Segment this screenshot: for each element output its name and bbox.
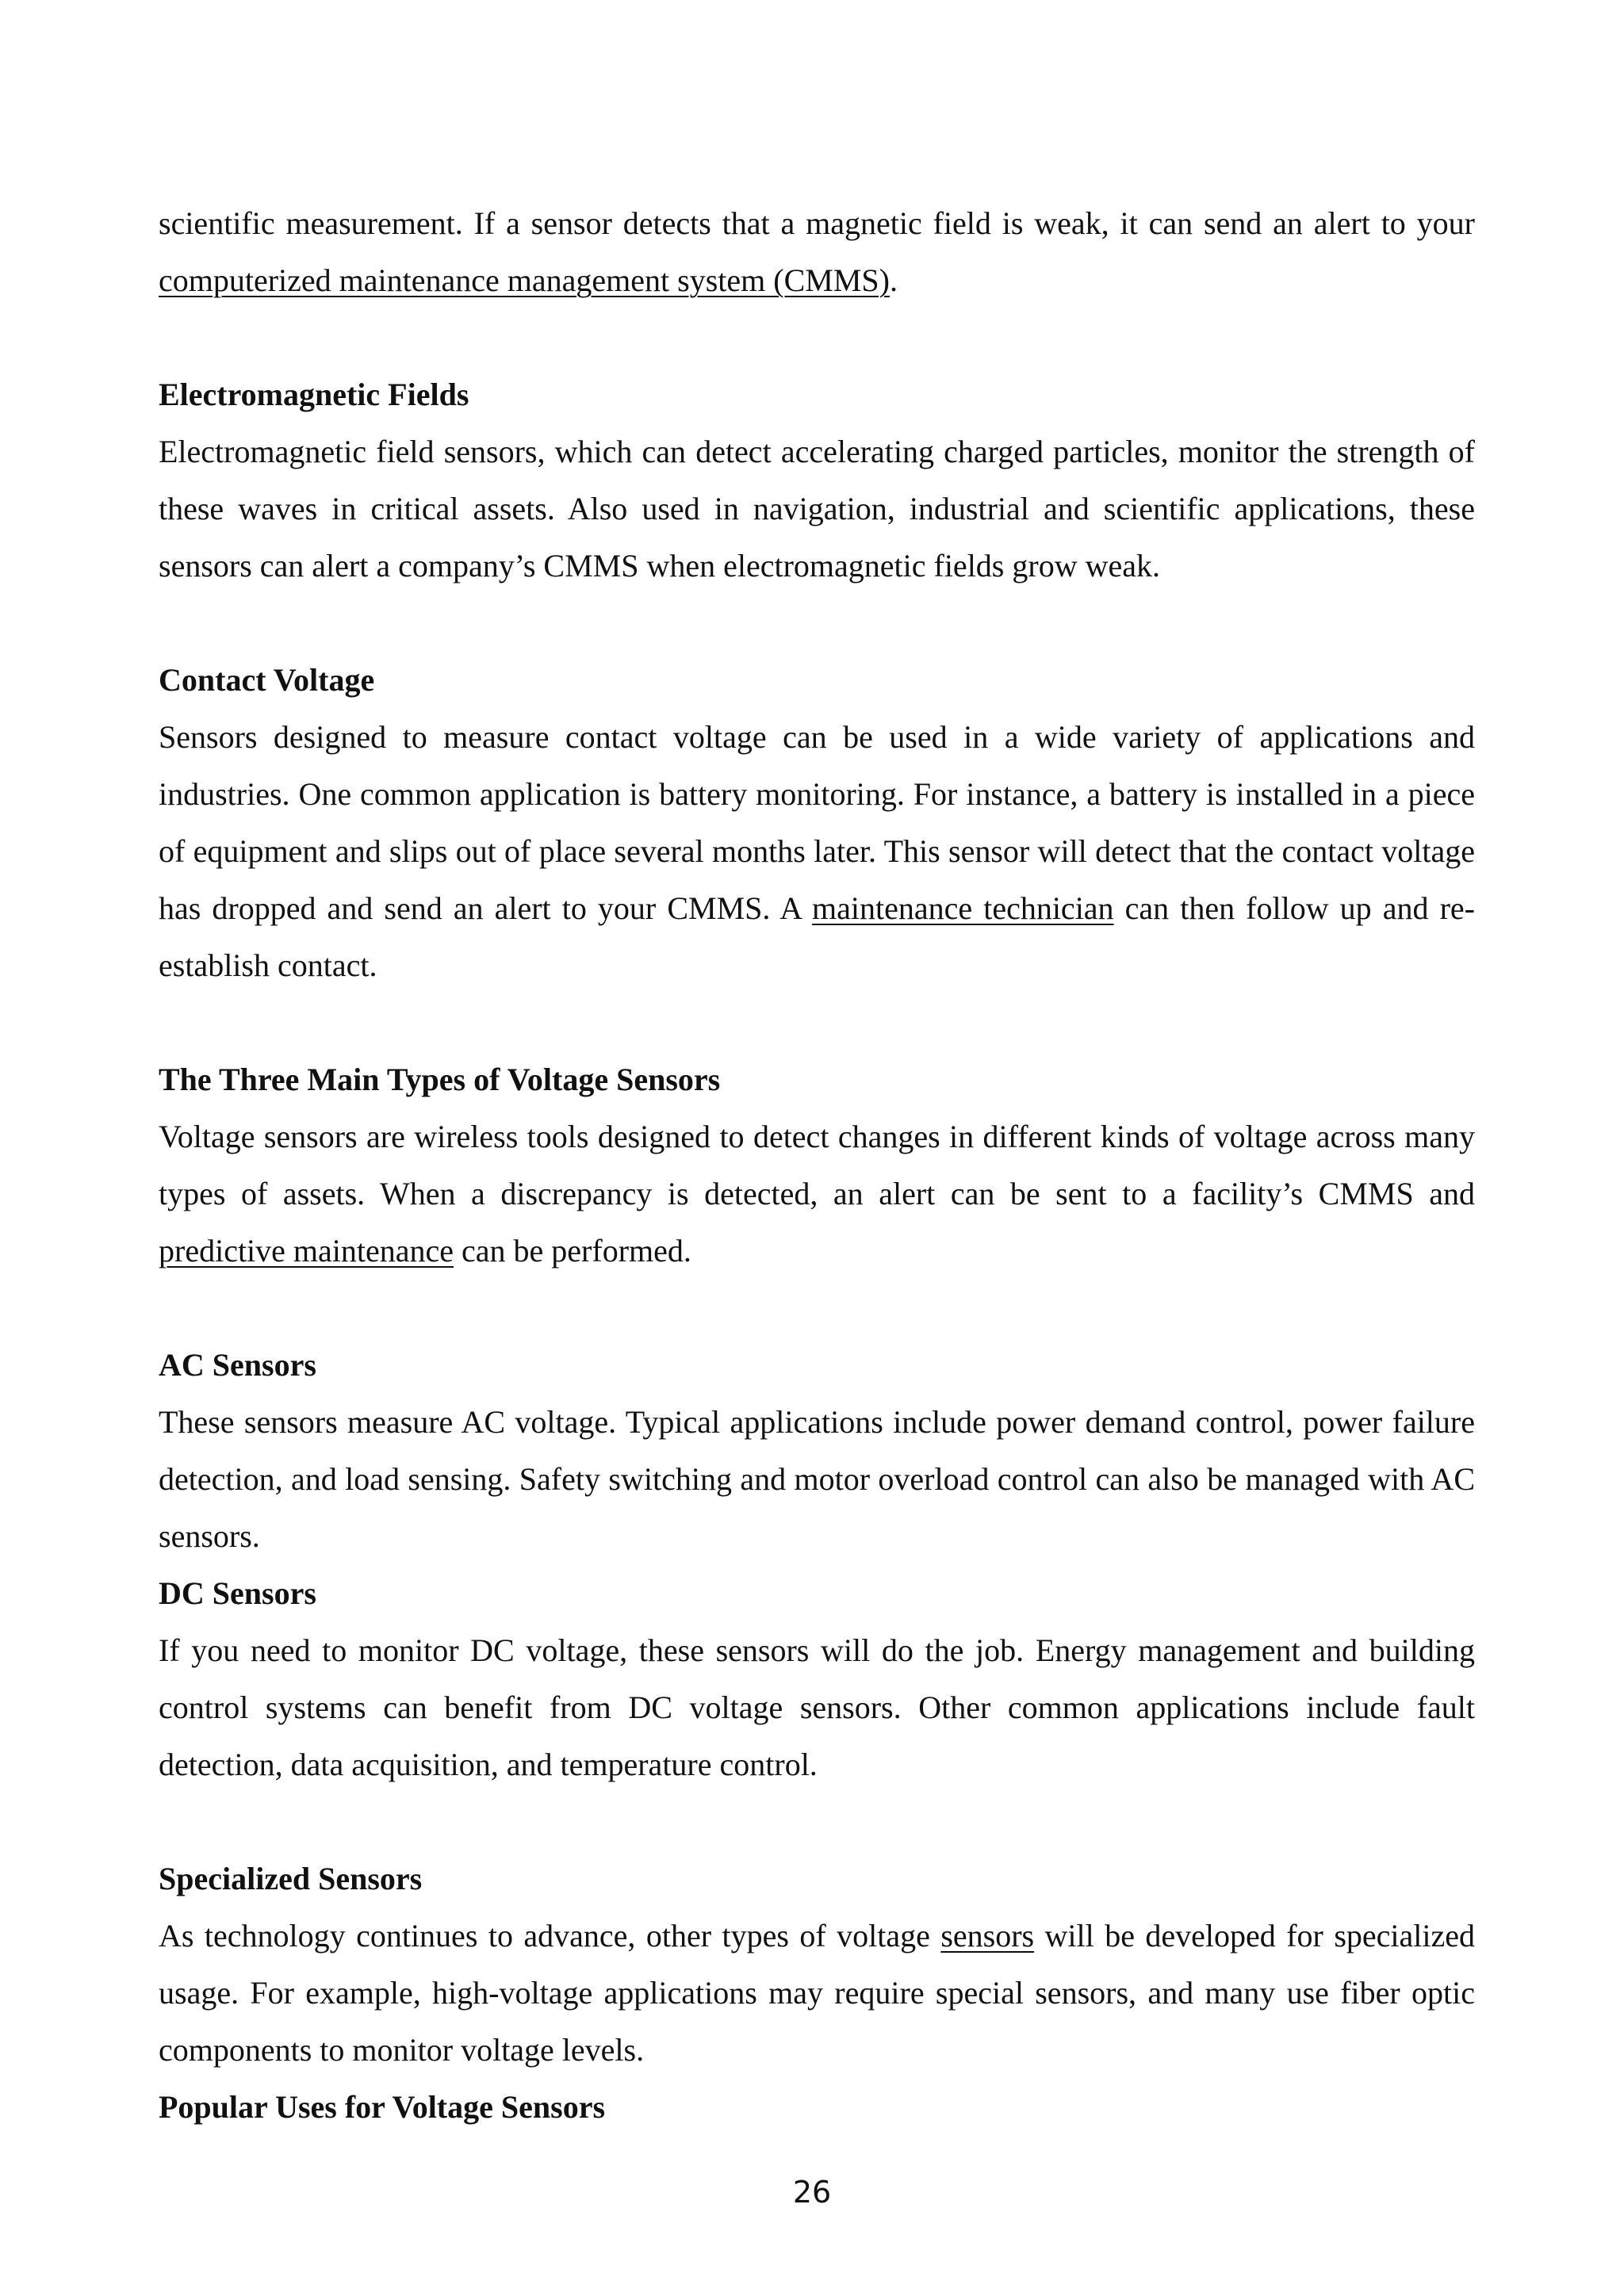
heading-dc-sensors: DC Sensors: [159, 1575, 316, 1611]
document-page: [159, 195, 1475, 2136]
contact-voltage-text: Sensors designed to measure contact voltage can be used in a wide variety of applications and industries. One common application is battery monitoring. For instance, a battery is installed in a piece of equipment and slips out of place several months later. This sensor will detect that the contact voltage has dropped and send an alert to your CMMS. A: [159, 719, 1475, 926]
contact-voltage-paragraph: [159, 709, 1475, 994]
spacer: [159, 1280, 1475, 1337]
intro-paragraph: [159, 195, 1475, 309]
dc-sensors-paragraph: If you need to monitor DC voltage, these sensors will do the job. Energy management and building control systems can benefit from DC voltage sensors. Other common applications include fault detection, data acquisition, and temperature control.: [159, 1632, 1475, 1782]
predictive-maintenance-link[interactable]: predictive maintenance: [159, 1233, 454, 1269]
electromagnetic-paragraph: Electromagnetic field sensors, which can detect accelerating charged particles, monitor the strength of these waves in critical assets. Also used in navigation, industrial and scientific applications, these sensors can alert a company’s CMMS when electromagnetic fields grow weak.: [159, 434, 1475, 584]
specialized-text: As technology continues to advance, other types of voltage: [159, 1918, 941, 1954]
intro-text-end: .: [889, 262, 898, 298]
heading-ac-sensors: AC Sensors: [159, 1347, 316, 1383]
ac-sensors-paragraph: These sensors measure AC voltage. Typical applications include power demand control, power failure detection, and load sensing. Safety switching and motor overload control can also be managed with AC sensors.: [159, 1404, 1475, 1554]
spacer: [159, 595, 1475, 652]
cmms-link[interactable]: computerized maintenance management system (CMMS): [159, 262, 890, 298]
sensors-link[interactable]: sensors: [940, 1918, 1035, 1954]
spacer: [159, 309, 1475, 366]
specialized-text-end: will be developed for specialized usage. For example, high-voltage applications may require special sensors, and many use fiber optic components to monitor voltage levels.: [159, 1918, 1475, 2068]
three-types-paragraph: [159, 1108, 1475, 1280]
intro-text: scientific measurement. If a sensor detects that a magnetic field is weak, it can send an alert to your: [159, 205, 1475, 241]
maintenance-technician-link[interactable]: maintenance technician: [812, 890, 1114, 926]
page-number: 26: [792, 2175, 832, 2210]
spacer: [159, 1793, 1475, 1850]
heading-popular-uses: Popular Uses for Voltage Sensors: [159, 2089, 606, 2125]
contact-voltage-text-end: can then follow up and re-establish contact.: [159, 890, 1475, 983]
heading-contact-voltage: Contact Voltage: [159, 662, 375, 698]
three-types-text: Voltage sensors are wireless tools designed to detect changes in different kinds of voltage across many types of assets. When a discrepancy is detected, an alert can be sent to a facility’s CMMS and: [159, 1119, 1475, 1211]
specialized-paragraph: [159, 1908, 1475, 2079]
heading-specialized-sensors: Specialized Sensors: [159, 1861, 423, 1896]
spacer: [159, 994, 1475, 1051]
heading-electromagnetic-fields: Electromagnetic Fields: [159, 377, 469, 412]
three-types-text-end: can be performed.: [454, 1233, 691, 1269]
heading-three-main-types: The Three Main Types of Voltage Sensors: [159, 1062, 721, 1097]
